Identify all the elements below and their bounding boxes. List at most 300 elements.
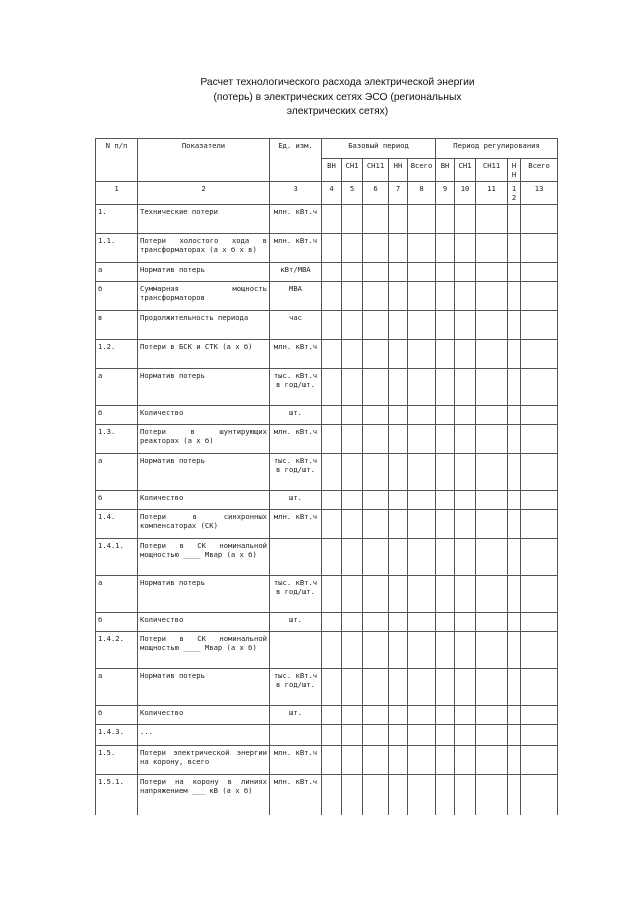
header-unit: Ед. изм.: [270, 139, 322, 182]
value-cell: [508, 369, 521, 406]
value-cell: [322, 425, 342, 454]
value-cell: [389, 311, 408, 340]
row-unit: [270, 632, 322, 669]
header-indicator: Показатели: [138, 139, 270, 182]
value-cell: [363, 491, 389, 510]
value-cell: [455, 775, 476, 815]
row-number: 1.3.: [96, 425, 138, 454]
row-indicator: Потери в синхронных компенсаторах (СК): [138, 510, 270, 539]
header-sub-base-3: НН: [389, 159, 408, 182]
value-cell: [389, 510, 408, 539]
table-row: [96, 510, 558, 539]
value-cell: [408, 746, 436, 775]
value-cell: [521, 706, 558, 725]
table-row: [96, 234, 558, 263]
row-indicator: ...: [138, 725, 270, 746]
value-cell: [363, 234, 389, 263]
value-cell: [389, 282, 408, 311]
header-num: N п/п: [96, 139, 138, 182]
value-cell: [363, 406, 389, 425]
row-number: б: [96, 282, 138, 311]
value-cell: [322, 491, 342, 510]
row-indicator: Количество: [138, 491, 270, 510]
value-cell: [342, 775, 363, 815]
row-number: 1.4.3.: [96, 725, 138, 746]
value-cell: [455, 205, 476, 234]
value-cell: [408, 510, 436, 539]
value-cell: [436, 491, 455, 510]
value-cell: [322, 454, 342, 491]
value-cell: [363, 311, 389, 340]
row-indicator: Продолжительность периода: [138, 311, 270, 340]
row-number: а: [96, 576, 138, 613]
row-unit: млн. кВт.ч: [270, 205, 322, 234]
value-cell: [408, 539, 436, 576]
header-sub-reg-2: СН11: [476, 159, 508, 182]
value-cell: [508, 613, 521, 632]
row-indicator: Количество: [138, 613, 270, 632]
column-number: 11: [476, 182, 508, 205]
value-cell: [455, 406, 476, 425]
value-cell: [342, 706, 363, 725]
row-number: б: [96, 613, 138, 632]
value-cell: [389, 632, 408, 669]
value-cell: [455, 746, 476, 775]
table-row: [96, 205, 558, 234]
header-sub-base-1: СН1: [342, 159, 363, 182]
table-row: [96, 669, 558, 706]
value-cell: [342, 725, 363, 746]
value-cell: [508, 263, 521, 282]
value-cell: [389, 406, 408, 425]
value-cell: [455, 425, 476, 454]
value-cell: [322, 725, 342, 746]
value-cell: [436, 263, 455, 282]
value-cell: [508, 539, 521, 576]
value-cell: [342, 613, 363, 632]
row-indicator: Потери в шунтирующих реакторах (а х б): [138, 425, 270, 454]
row-number: 1.4.: [96, 510, 138, 539]
row-indicator: Норматив потерь: [138, 576, 270, 613]
value-cell: [521, 632, 558, 669]
row-number: а: [96, 454, 138, 491]
value-cell: [521, 425, 558, 454]
value-cell: [476, 725, 508, 746]
value-cell: [521, 454, 558, 491]
value-cell: [508, 282, 521, 311]
value-cell: [521, 669, 558, 706]
value-cell: [476, 340, 508, 369]
table-row: [96, 576, 558, 613]
row-unit: МВА: [270, 282, 322, 311]
table-row: [96, 746, 558, 775]
column-number: 1: [96, 182, 138, 205]
header-sub-base-0: ВН: [322, 159, 342, 182]
value-cell: [342, 539, 363, 576]
value-cell: [436, 613, 455, 632]
row-indicator: Потери на корону в линиях напряжением ___ кВ (а х б): [138, 775, 270, 815]
value-cell: [389, 725, 408, 746]
value-cell: [408, 613, 436, 632]
value-cell: [389, 775, 408, 815]
value-cell: [521, 205, 558, 234]
value-cell: [436, 205, 455, 234]
value-cell: [363, 282, 389, 311]
value-cell: [342, 406, 363, 425]
value-cell: [476, 632, 508, 669]
row-indicator: Норматив потерь: [138, 263, 270, 282]
header-sub-reg-1: СН1: [455, 159, 476, 182]
value-cell: [408, 706, 436, 725]
value-cell: [342, 369, 363, 406]
row-number: в: [96, 311, 138, 340]
value-cell: [521, 234, 558, 263]
value-cell: [436, 311, 455, 340]
row-unit: кВт/МВА: [270, 263, 322, 282]
row-unit: тыс. кВт.ч в год/шт.: [270, 669, 322, 706]
row-unit: млн. кВт.ч: [270, 775, 322, 815]
value-cell: [389, 205, 408, 234]
value-cell: [363, 539, 389, 576]
table-row: [96, 425, 558, 454]
value-cell: [521, 491, 558, 510]
value-cell: [476, 263, 508, 282]
value-cell: [389, 613, 408, 632]
value-cell: [521, 775, 558, 815]
value-cell: [408, 775, 436, 815]
value-cell: [476, 775, 508, 815]
value-cell: [436, 454, 455, 491]
row-indicator: Потери холостого хода в трансформаторах (а х б х в): [138, 234, 270, 263]
value-cell: [408, 576, 436, 613]
value-cell: [389, 539, 408, 576]
value-cell: [342, 669, 363, 706]
value-cell: [408, 263, 436, 282]
column-number: 9: [436, 182, 455, 205]
value-cell: [322, 775, 342, 815]
row-unit: млн. кВт.ч: [270, 234, 322, 263]
column-number: 12: [508, 182, 521, 205]
column-number: 10: [455, 182, 476, 205]
value-cell: [436, 632, 455, 669]
row-unit: млн. кВт.ч: [270, 425, 322, 454]
column-number: 2: [138, 182, 270, 205]
value-cell: [342, 205, 363, 234]
value-cell: [521, 613, 558, 632]
value-cell: [476, 539, 508, 576]
value-cell: [389, 669, 408, 706]
table-row: [96, 369, 558, 406]
value-cell: [436, 406, 455, 425]
value-cell: [363, 632, 389, 669]
value-cell: [363, 425, 389, 454]
value-cell: [476, 454, 508, 491]
table-row: [96, 632, 558, 669]
value-cell: [508, 234, 521, 263]
value-cell: [322, 234, 342, 263]
header-reg-period: Период регулирования: [436, 139, 558, 159]
value-cell: [322, 669, 342, 706]
value-cell: [455, 491, 476, 510]
value-cell: [389, 706, 408, 725]
value-cell: [342, 454, 363, 491]
value-cell: [455, 282, 476, 311]
value-cell: [322, 263, 342, 282]
value-cell: [408, 669, 436, 706]
value-cell: [521, 746, 558, 775]
row-number: 1.1.: [96, 234, 138, 263]
value-cell: [342, 340, 363, 369]
value-cell: [389, 454, 408, 491]
value-cell: [508, 340, 521, 369]
value-cell: [436, 369, 455, 406]
value-cell: [476, 282, 508, 311]
row-unit: [270, 725, 322, 746]
row-number: 1.4.1.: [96, 539, 138, 576]
value-cell: [508, 746, 521, 775]
table-row: [96, 340, 558, 369]
value-cell: [322, 706, 342, 725]
header-sub-base-4: Всего: [408, 159, 436, 182]
value-cell: [521, 340, 558, 369]
row-unit: шт.: [270, 406, 322, 425]
value-cell: [521, 539, 558, 576]
value-cell: [408, 205, 436, 234]
value-cell: [455, 539, 476, 576]
value-cell: [436, 576, 455, 613]
value-cell: [476, 369, 508, 406]
value-cell: [389, 234, 408, 263]
value-cell: [455, 576, 476, 613]
value-cell: [342, 263, 363, 282]
value-cell: [476, 706, 508, 725]
value-cell: [455, 454, 476, 491]
header-sub-reg-3: НН: [508, 159, 521, 182]
value-cell: [322, 539, 342, 576]
value-cell: [363, 669, 389, 706]
value-cell: [476, 311, 508, 340]
value-cell: [363, 340, 389, 369]
value-cell: [476, 613, 508, 632]
value-cell: [408, 340, 436, 369]
value-cell: [476, 746, 508, 775]
value-cell: [389, 369, 408, 406]
row-number: 1.2.: [96, 340, 138, 369]
table-row: [96, 282, 558, 311]
header-sub-reg-0: ВН: [436, 159, 455, 182]
row-indicator: Технические потери: [138, 205, 270, 234]
row-number: 1.: [96, 205, 138, 234]
row-indicator: Потери в СК номинальной мощностью ____ Мвар (а х б): [138, 539, 270, 576]
value-cell: [389, 263, 408, 282]
column-number: 3: [270, 182, 322, 205]
value-cell: [508, 669, 521, 706]
value-cell: [322, 311, 342, 340]
value-cell: [455, 311, 476, 340]
value-cell: [436, 282, 455, 311]
row-number: 1.5.1.: [96, 775, 138, 815]
value-cell: [436, 706, 455, 725]
value-cell: [342, 425, 363, 454]
value-cell: [363, 576, 389, 613]
row-unit: млн. кВт.ч: [270, 510, 322, 539]
value-cell: [508, 706, 521, 725]
table-row: [96, 775, 558, 815]
row-number: б: [96, 706, 138, 725]
value-cell: [322, 576, 342, 613]
header-sub-reg-4: Всего: [521, 159, 558, 182]
value-cell: [455, 725, 476, 746]
header-base-period: Базовый период: [322, 139, 436, 159]
row-number: 1.4.2.: [96, 632, 138, 669]
value-cell: [455, 632, 476, 669]
value-cell: [508, 406, 521, 425]
row-indicator: Потери электрической энергии на корону, всего: [138, 746, 270, 775]
value-cell: [408, 311, 436, 340]
value-cell: [508, 491, 521, 510]
table-row: [96, 454, 558, 491]
table-row: [96, 263, 558, 282]
value-cell: [521, 282, 558, 311]
table-row: [96, 613, 558, 632]
column-number: 8: [408, 182, 436, 205]
value-cell: [408, 282, 436, 311]
value-cell: [389, 491, 408, 510]
value-cell: [342, 234, 363, 263]
value-cell: [508, 725, 521, 746]
row-indicator: Норматив потерь: [138, 669, 270, 706]
row-unit: тыс. кВт.ч в год/шт.: [270, 576, 322, 613]
value-cell: [455, 613, 476, 632]
title-line-2: (потерь) в электрических сетях ЭСО (региональных: [213, 91, 462, 103]
value-cell: [521, 406, 558, 425]
value-cell: [521, 369, 558, 406]
value-cell: [408, 406, 436, 425]
row-indicator: Потери в БСК и СТК (а х б): [138, 340, 270, 369]
value-cell: [322, 406, 342, 425]
row-unit: [270, 539, 322, 576]
column-number: 7: [389, 182, 408, 205]
value-cell: [363, 369, 389, 406]
value-cell: [436, 725, 455, 746]
value-cell: [508, 454, 521, 491]
column-number: 5: [342, 182, 363, 205]
value-cell: [322, 746, 342, 775]
value-cell: [363, 725, 389, 746]
value-cell: [508, 311, 521, 340]
value-cell: [508, 205, 521, 234]
value-cell: [436, 539, 455, 576]
row-unit: час: [270, 311, 322, 340]
value-cell: [342, 576, 363, 613]
value-cell: [476, 205, 508, 234]
value-cell: [455, 369, 476, 406]
value-cell: [476, 491, 508, 510]
value-cell: [322, 282, 342, 311]
value-cell: [408, 234, 436, 263]
table-row: [96, 539, 558, 576]
column-number: 4: [322, 182, 342, 205]
value-cell: [363, 746, 389, 775]
value-cell: [342, 282, 363, 311]
table-row: [96, 491, 558, 510]
value-cell: [363, 706, 389, 725]
value-cell: [342, 311, 363, 340]
value-cell: [521, 725, 558, 746]
row-indicator: Количество: [138, 406, 270, 425]
value-cell: [476, 234, 508, 263]
row-number: а: [96, 369, 138, 406]
row-unit: тыс. кВт.ч в год/шт.: [270, 369, 322, 406]
value-cell: [408, 725, 436, 746]
row-unit: млн. кВт.ч: [270, 746, 322, 775]
value-cell: [322, 340, 342, 369]
value-cell: [342, 632, 363, 669]
value-cell: [322, 632, 342, 669]
value-cell: [342, 746, 363, 775]
value-cell: [322, 510, 342, 539]
value-cell: [436, 775, 455, 815]
losses-table: [95, 138, 558, 815]
value-cell: [363, 510, 389, 539]
value-cell: [408, 454, 436, 491]
value-cell: [436, 234, 455, 263]
value-cell: [408, 632, 436, 669]
value-cell: [322, 369, 342, 406]
value-cell: [508, 576, 521, 613]
row-unit: шт.: [270, 706, 322, 725]
table-row: [96, 706, 558, 725]
row-unit: шт.: [270, 613, 322, 632]
row-number: 1.5.: [96, 746, 138, 775]
title-line-3: электрических сетях): [286, 106, 389, 117]
row-number: б: [96, 406, 138, 425]
title-line-1: Расчет технологического расхода электрической энергии: [200, 77, 475, 88]
value-cell: [455, 706, 476, 725]
value-cell: [476, 576, 508, 613]
value-cell: [508, 425, 521, 454]
table-row: [96, 311, 558, 340]
value-cell: [322, 613, 342, 632]
value-cell: [363, 263, 389, 282]
value-cell: [508, 775, 521, 815]
value-cell: [342, 510, 363, 539]
table-row: [96, 725, 558, 746]
column-number: 13: [521, 182, 558, 205]
value-cell: [363, 205, 389, 234]
value-cell: [455, 263, 476, 282]
row-unit: млн. кВт.ч: [270, 340, 322, 369]
value-cell: [521, 311, 558, 340]
value-cell: [455, 669, 476, 706]
document-title: [175, 76, 500, 120]
value-cell: [363, 613, 389, 632]
row-unit: тыс. кВт.ч в год/шт.: [270, 454, 322, 491]
value-cell: [389, 746, 408, 775]
value-cell: [436, 510, 455, 539]
row-number: б: [96, 491, 138, 510]
value-cell: [455, 234, 476, 263]
column-number: 6: [363, 182, 389, 205]
row-unit: шт.: [270, 491, 322, 510]
value-cell: [476, 425, 508, 454]
value-cell: [521, 510, 558, 539]
row-indicator: Норматив потерь: [138, 369, 270, 406]
value-cell: [455, 510, 476, 539]
row-indicator: Потери в СК номинальной мощностью ____ Мвар (а х б): [138, 632, 270, 669]
value-cell: [508, 510, 521, 539]
value-cell: [342, 491, 363, 510]
